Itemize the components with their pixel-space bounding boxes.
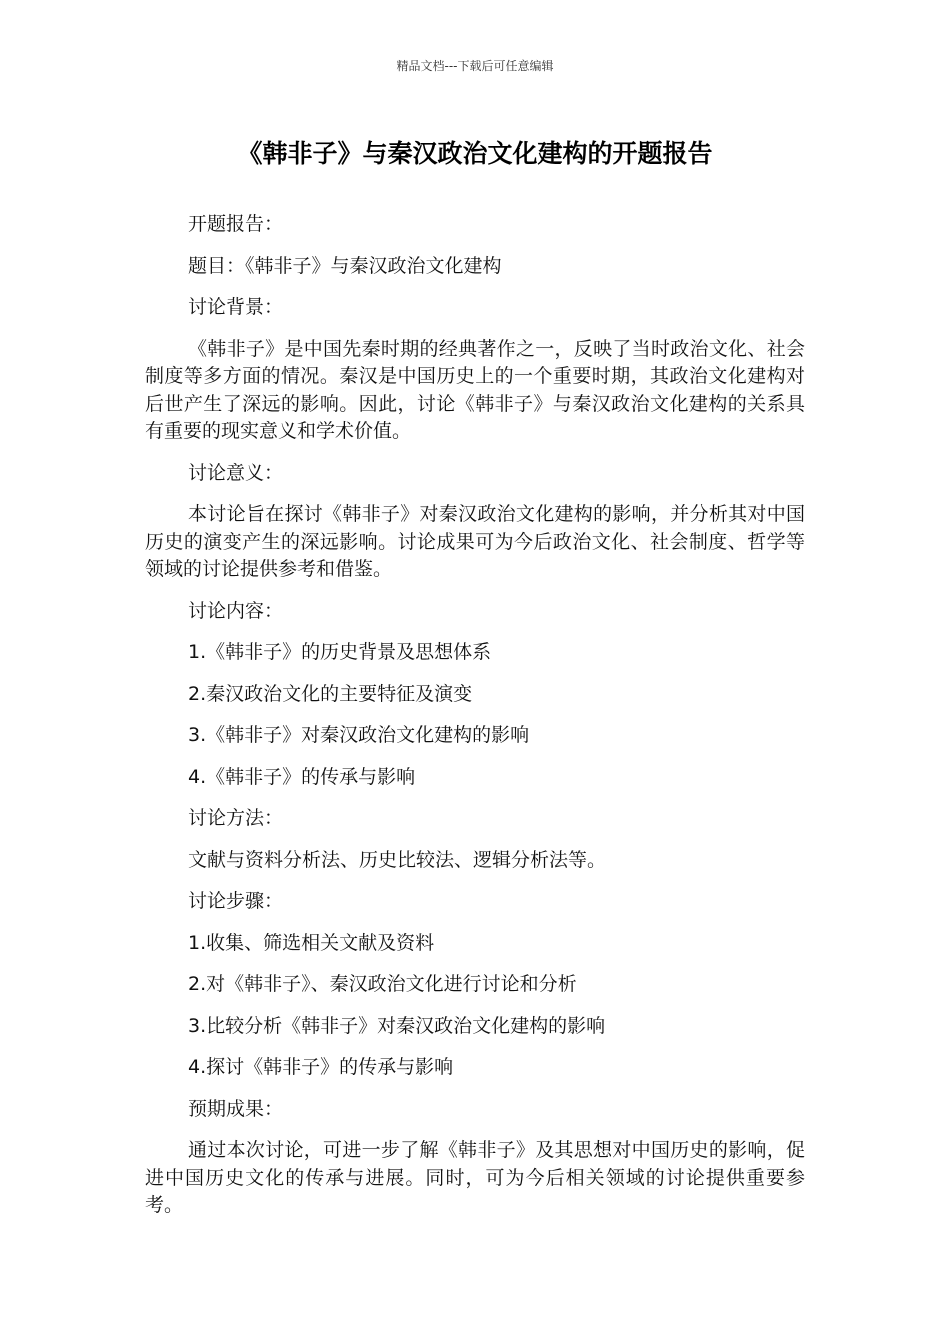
results-paragraph: 通过本次讨论，可进一步了解《韩非子》及其思想对中国历史的影响，促进中国历史文化的传承与进展。同时，可为今后相关领域的讨论提供重要参考。 — [145, 1139, 805, 1216]
background-paragraph: 《韩非子》是中国先秦时期的经典著作之一，反映了当时政治文化、社会制度等多方面的情况。秦汉是中国历史上的一个重要时期，其政治文化建构对后世产生了深远的影响。因此，讨论《韩非子》与秦汉政治文化建构的关系具有重要的现实意义和学术价值。 — [145, 337, 805, 442]
content-heading: 讨论内容： — [188, 599, 284, 622]
document-body — [145, 211, 805, 1234]
steps-heading: 讨论步骤： — [188, 890, 284, 912]
method-heading: 讨论方法： — [188, 807, 284, 829]
step-item: 3.比较分析《韩非子》对秦汉政治文化建构的影响 — [188, 1014, 606, 1037]
content-item: 4.《韩非子》的传承与影响 — [188, 765, 416, 788]
topic-line: 题目：《韩非子》与秦汉政治文化建构 — [188, 254, 502, 277]
significance-heading: 讨论意义： — [188, 461, 284, 484]
content-item: 3.《韩非子》对秦汉政治文化建构的影响 — [188, 724, 530, 746]
content-item: 2.秦汉政治文化的主要特征及演变 — [188, 682, 473, 705]
method-text: 文献与资料分析法、历史比较法、逻辑分析法等。 — [188, 848, 607, 871]
step-item: 2.对《韩非子》、秦汉政治文化进行讨论和分析 — [188, 973, 577, 995]
results-heading: 预期成果： — [188, 1097, 284, 1120]
significance-paragraph: 本讨论旨在探讨《韩非子》对秦汉政治文化建构的影响，并分析其对中国历史的演变产生的深远影响。讨论成果可为今后政治文化、社会制度、哲学等领域的讨论提供参考和借鉴。 — [145, 503, 805, 580]
document-title: 《韩非子》与秦汉政治文化建构的开题报告 — [237, 139, 713, 168]
background-heading: 讨论背景： — [188, 296, 284, 318]
content-item: 1.《韩非子》的历史背景及思想体系 — [188, 641, 492, 663]
report-label: 开题报告： — [188, 213, 284, 235]
step-item: 1.收集、筛选相关文献及资料 — [188, 931, 435, 954]
step-item: 4.探讨《韩非子》的传承与影响 — [188, 1056, 454, 1078]
header-note: 精品文档---下载后可任意编辑 — [396, 59, 554, 73]
